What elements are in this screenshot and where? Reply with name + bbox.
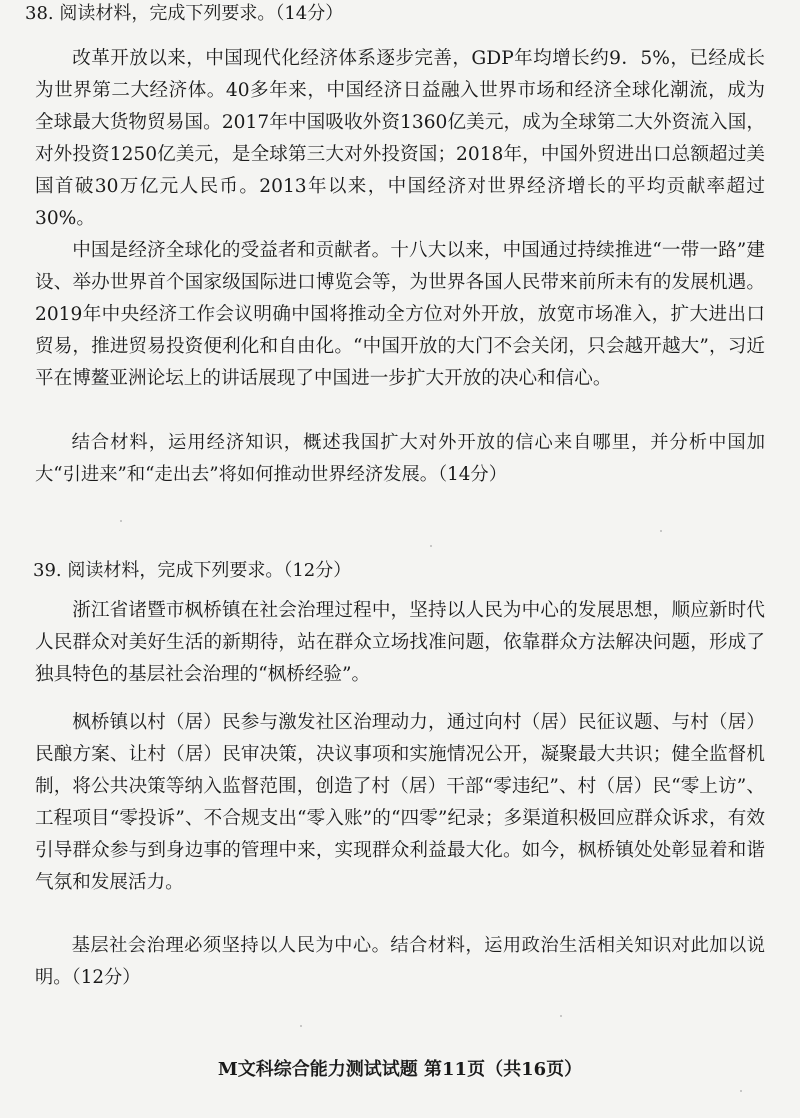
question-38-material-1: 改革开放以来，中国现代化经济体系逐步完善，GDP年均增长约9．5%，已经成长为世界第二大经济体。40多年来，中国经济日益融入世界市场和经济全球化潮流，成为全球最大货物贸易国。2017年中国吸收外资1360亿美元，成为全球第二大外资流入国，对外投资1250亿美元，是全球第三大对外投资国；2018年，中国外贸进出口总额超过美国首破30万亿元人民币。2013年以来，中国经济对世界经济增长的平均贡献率超过30%。 (35, 48, 765, 229)
question-39-material-1: 浙江省诸暨市枫桥镇在社会治理过程中，坚持以人民为中心的发展思想，顺应新时代人民群众对美好生活的新期待，站在群众立场找准问题，依靠群众方法解决问题，形成了独具特色的基层社会治理的“枫桥经验”。 (35, 600, 765, 685)
scan-speck (660, 530, 662, 532)
scan-speck (560, 1015, 562, 1017)
scan-speck (430, 545, 432, 547)
question-38-title: 38. 阅读材料，完成下列要求。（14分） (25, 3, 344, 24)
scan-speck (300, 1025, 302, 1027)
page-footer: M文科综合能力测试试题 第11页（共16页） (217, 1059, 583, 1080)
question-39-material-2: 枫桥镇以村（居）民参与激发社区治理动力，通过向村（居）民征议题、与村（居）民酿方案、让村（居）民审决策，决议事项和实施情况公开，凝聚最大共识；健全监督机制，将公共决策等纳入监督范围，创造了村（居）干部“零违纪”、村（居）民“零上访”、工程项目“零投诉”、不合规支出“零入账”的“四零”纪录；多渠道积极回应群众诉求，有效引导群众参与到身边事的管理中来，实现群众利益最大化。如今，枫桥镇处处彰显着和谐气氛和发展活力。 (35, 712, 765, 893)
question-39-task: 基层社会治理必须坚持以人民为中心。结合材料，运用政治生活相关知识对此加以说明。（12分） (35, 935, 765, 988)
question-39-title: 39. 阅读材料，完成下列要求。（12分） (33, 560, 352, 581)
scan-speck (740, 1090, 742, 1092)
question-38-material-2: 中国是经济全球化的受益者和贡献者。十八大以来，中国通过持续推进“一带一路”建设、举办世界首个国家级国际进口博览会等，为世界各国人民带来前所未有的发展机遇。2019年中央经济工作会议明确中国将推动全方位对外开放，放宽市场准入，扩大进出口贸易，推进贸易投资便利化和自由化。“中国开放的大门不会关闭，只会越开越大”，习近平在博鳌亚洲论坛上的讲话展现了中国进一步扩大开放的决心和信心。 (35, 240, 765, 389)
scan-speck (120, 520, 122, 522)
question-38-task: 结合材料，运用经济知识，概述我国扩大对外开放的信心来自哪里，并分析中国加大“引进来”和“走出去”将如何推动世界经济发展。（14分） (35, 432, 765, 485)
